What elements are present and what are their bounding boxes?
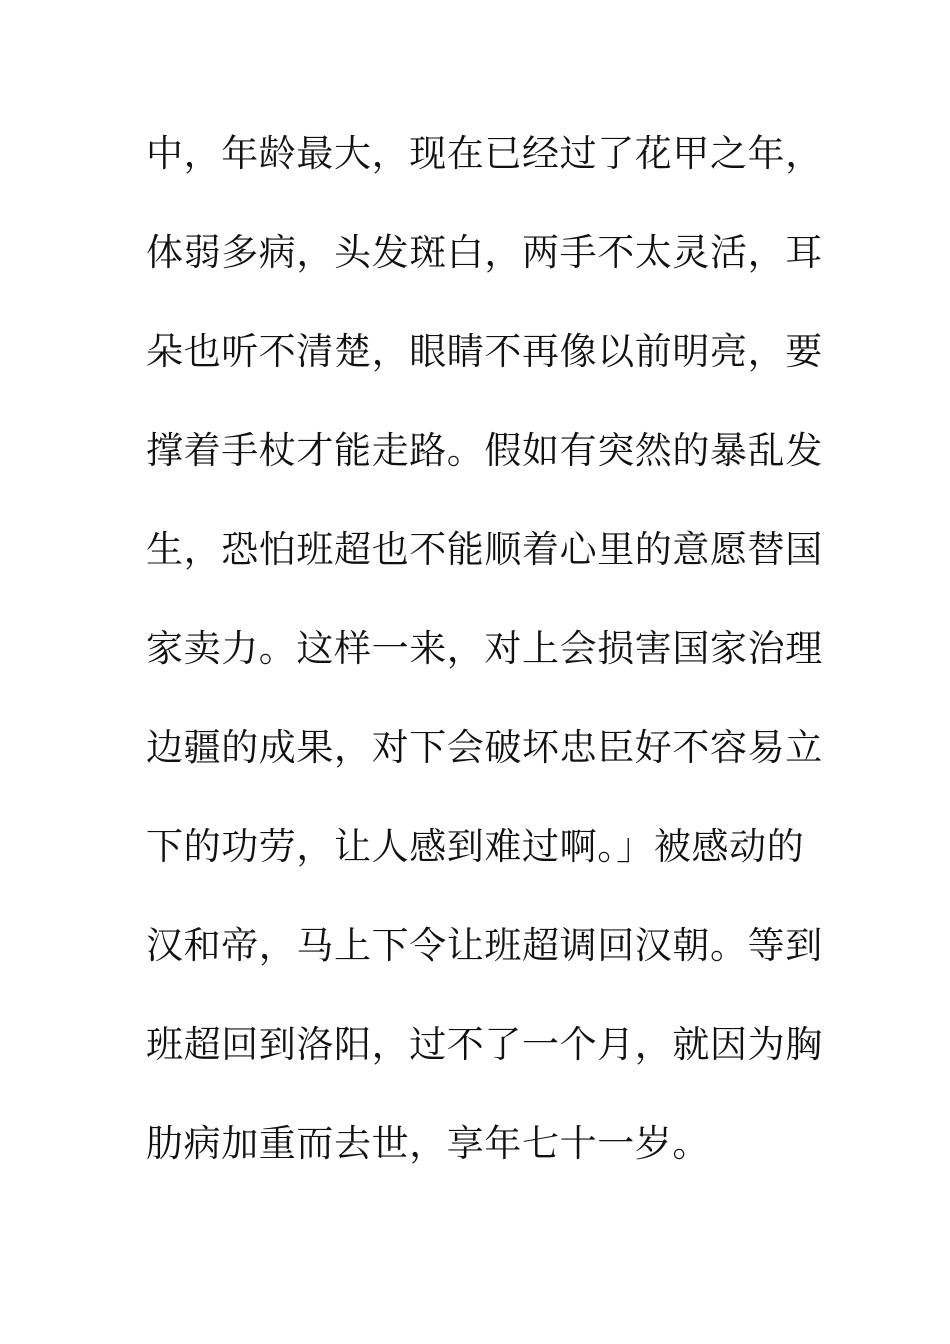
body-text [146,126,823,1215]
text-line-3: 朵也听不清楚，眼睛不再像以前明亮，要 [146,330,823,373]
text-line-8: 下的功劳，让人感到难过啊。」被感动的 [146,825,805,868]
text-line-7: 边疆的成果，对下会破坏忠臣好不容易立 [146,726,823,769]
text-line-11: 肋病加重而去世，享年七十一岁。 [146,1122,710,1165]
text-line-1: 中，年龄最大，现在已经过了花甲之年， [146,132,823,175]
text-line-2: 体弱多病，头发斑白，两手不太灵活，耳 [146,231,823,274]
text-line-9: 汉和帝，马上下令让班超调回汉朝。等到 [146,924,823,967]
text-line-6: 家卖力。这样一来，对上会损害国家治理 [146,627,823,670]
text-line-5: 生，恐怕班超也不能顺着心里的意愿替国 [146,528,823,571]
text-line-4: 撑着手杖才能走路。假如有突然的暴乱发 [146,429,823,472]
text-line-10: 班超回到洛阳，过不了一个月，就因为胸 [146,1023,823,1066]
